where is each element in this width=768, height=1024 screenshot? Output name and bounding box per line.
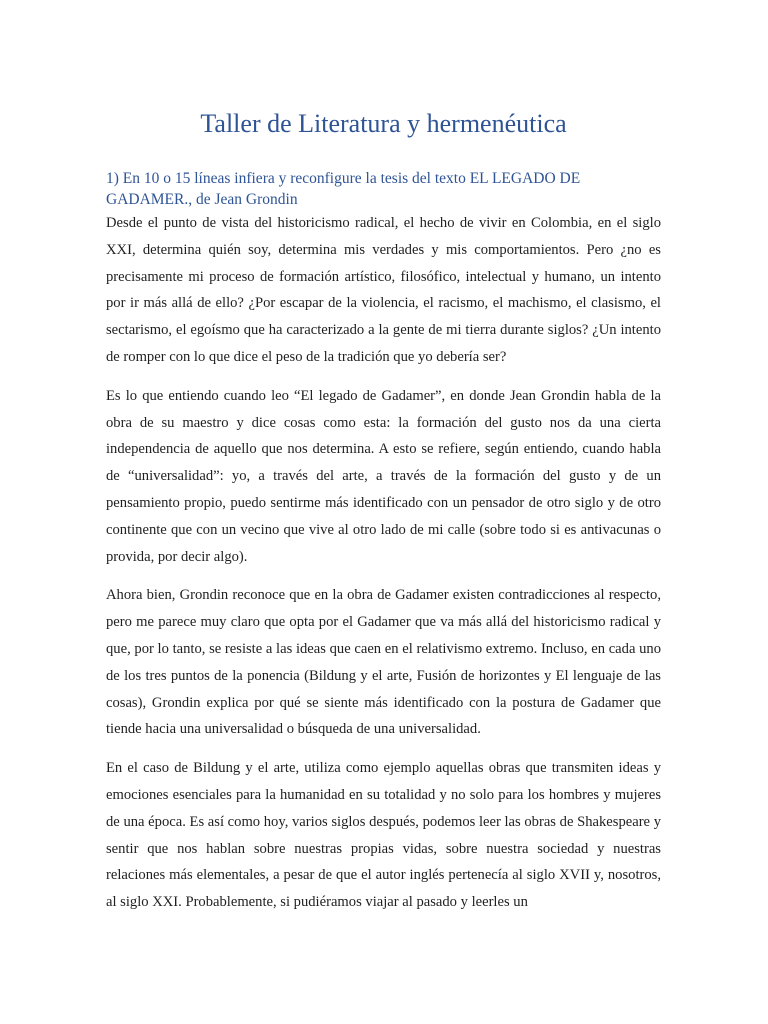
paragraph-3: Ahora bien, Grondin reconoce que en la obra de Gadamer existen contradicciones al respecto, pero me parece muy claro que opta por el Gadamer que va más allá del historicismo radical y que, por lo tanto, se resiste a las ideas que caen en el relativismo extremo. Incluso, en cada uno de los tres puntos de la ponencia (Bildung y el arte, Fusión de horizontes y El lenguaje de las cosas), Grondin explica por qué se siente más identificado con la postura de Gadamer que tiende hacia una universalidad o búsqueda de una universalidad. bbox=[106, 587, 661, 738]
paragraph-4: En el caso de Bildung y el arte, utiliza como ejemplo aquellas obras que transmiten ideas y emociones esenciales para la humanidad en su totalidad y no solo para los hombres y mujeres de una época. Es así como hoy, varios siglos después, podemos leer las obras de Shakespeare y sentir que nos hablan sobre nuestras propias vidas, sobre nuestra sociedad y nuestras relaciones más elementales, a pesar de que el autor inglés pertenecía al siglo XVII y, nosotros, al siglo XXI. Probablemente, si pudiéramos viajar al pasado y leerles un bbox=[106, 760, 661, 911]
paragraph-2: Es lo que entiendo cuando leo “El legado de Gadamer”, en donde Jean Grondin habla de la obra de su maestro y dice cosas como esta: la formación del gusto nos da una cierta independencia de aquello que nos determina. A esto se refiere, según entiendo, cuando habla de “universalidad”: yo, a través del arte, a través de la formación del gusto y de un pensamiento propio, puedo sentirme más identificado con un pensador de otro siglo y de otro continente que con un vecino que vive al otro lado de mi calle (sobre todo si es antivacunas o provida, por decir algo). bbox=[106, 387, 661, 565]
question-heading: 1) En 10 o 15 líneas infiera y reconfigure la tesis del texto EL LEGADO DE GADAMER., de Jean Grondin bbox=[106, 170, 581, 208]
paragraph-1: Desde el punto de vista del historicismo radical, el hecho de vivir en Colombia, en el siglo XXI, determina quién soy, determina mis verdades y mis comportamientos. Pero ¿no es precisamente mi proceso de formación artístico, filosófico, intelectual y humano, un intento por ir más allá de ello? ¿Por escapar de la violencia, el racismo, el machismo, el clasismo, el sectarismo, el egoísmo que ha caracterizado a la gente de mi tierra durante siglos? ¿Un intento de romper con lo que dice el peso de la tradición que yo debería ser? bbox=[106, 215, 661, 365]
document-title: Taller de Literatura y hermenéutica bbox=[200, 109, 567, 138]
